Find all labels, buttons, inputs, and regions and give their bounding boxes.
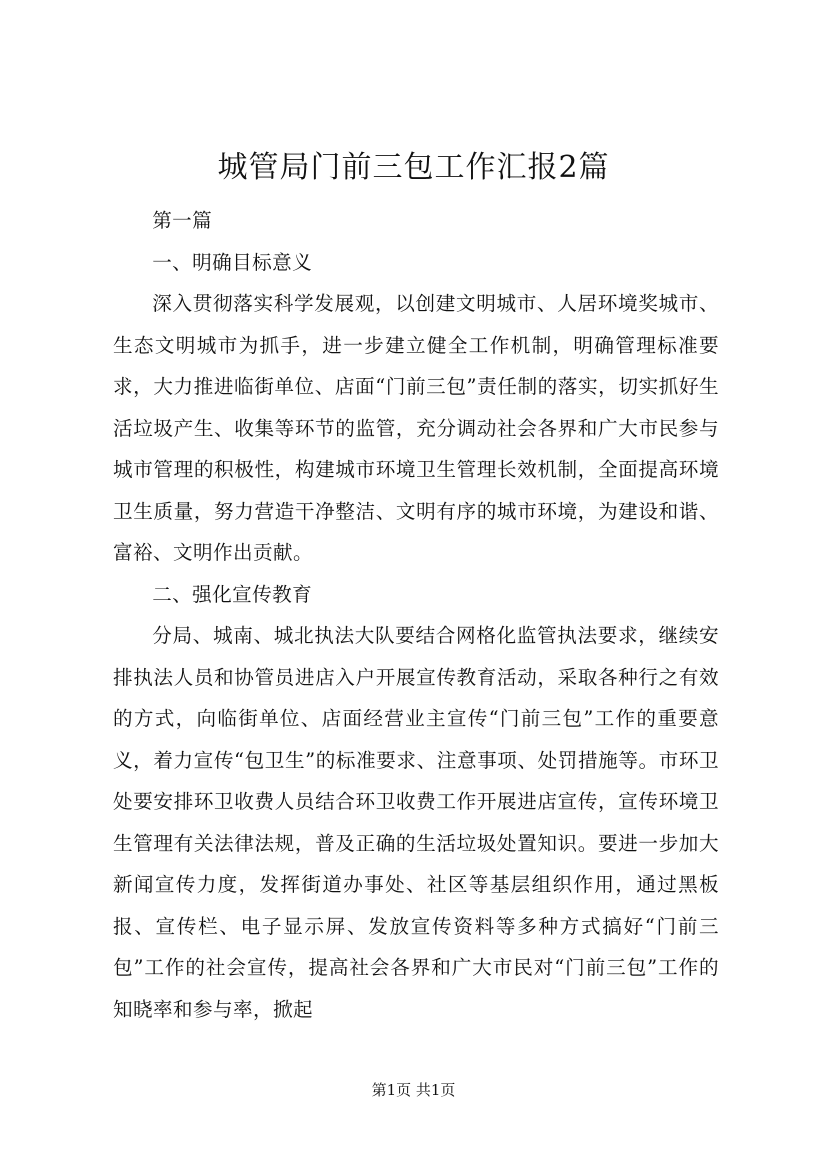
section-heading-publicity: 二、强化宣传教育 xyxy=(152,582,313,606)
document-title: 城管局门前三包工作汇报2篇 xyxy=(217,150,610,185)
document-body xyxy=(113,200,719,1030)
page-footer: 第1页 共1页 xyxy=(371,1081,456,1099)
section-heading-goals: 一、明确目标意义 xyxy=(152,250,313,274)
section-heading-part-one: 第一篇 xyxy=(152,209,213,232)
paragraph-publicity: 分局、城南、城北执法大队要结合网格化监管执法要求，继续安排执法人员和协管员进店入户开展宣传教育活动，采取各种行之有效的方式，向临街单位、店面经营业主宣传“门前三包”工作的重要意义，着力宣传“包卫生”的标准要求、注意事项、处罚措施等。市环卫处要安排环卫收费人员结合环卫收费工作开展进店宣传，宣传环境卫生管理有关法律法规，普及正确的生活垃圾处置知识。要进一步加大新闻宣传力度，发挥街道办事处、社区等基层组织作用，通过黑板报、宣传栏、电子显示屏、发放宣传资料等多种方式搞好“门前三包”工作的社会宣传，提高社会各界和广大市民对“门前三包”工作的知晓率和参与率，掀起 xyxy=(113,624,719,1021)
paragraph-goals: 深入贯彻落实科学发展观，以创建文明城市、人居环境奖城市、生态文明城市为抓手，进一步建立健全工作机制，明确管理标准要求，大力推进临街单位、店面“门前三包”责任制的落实，切实抓好生活垃圾产生、收集等环节的监管，充分调动社会各界和广大市民参与城市管理的积极性，构建城市环境卫生管理长效机制，全面提高环境卫生质量，努力营造干净整洁、文明有序的城市环境，为建设和谐、富裕、文明作出贡献。 xyxy=(113,292,719,564)
